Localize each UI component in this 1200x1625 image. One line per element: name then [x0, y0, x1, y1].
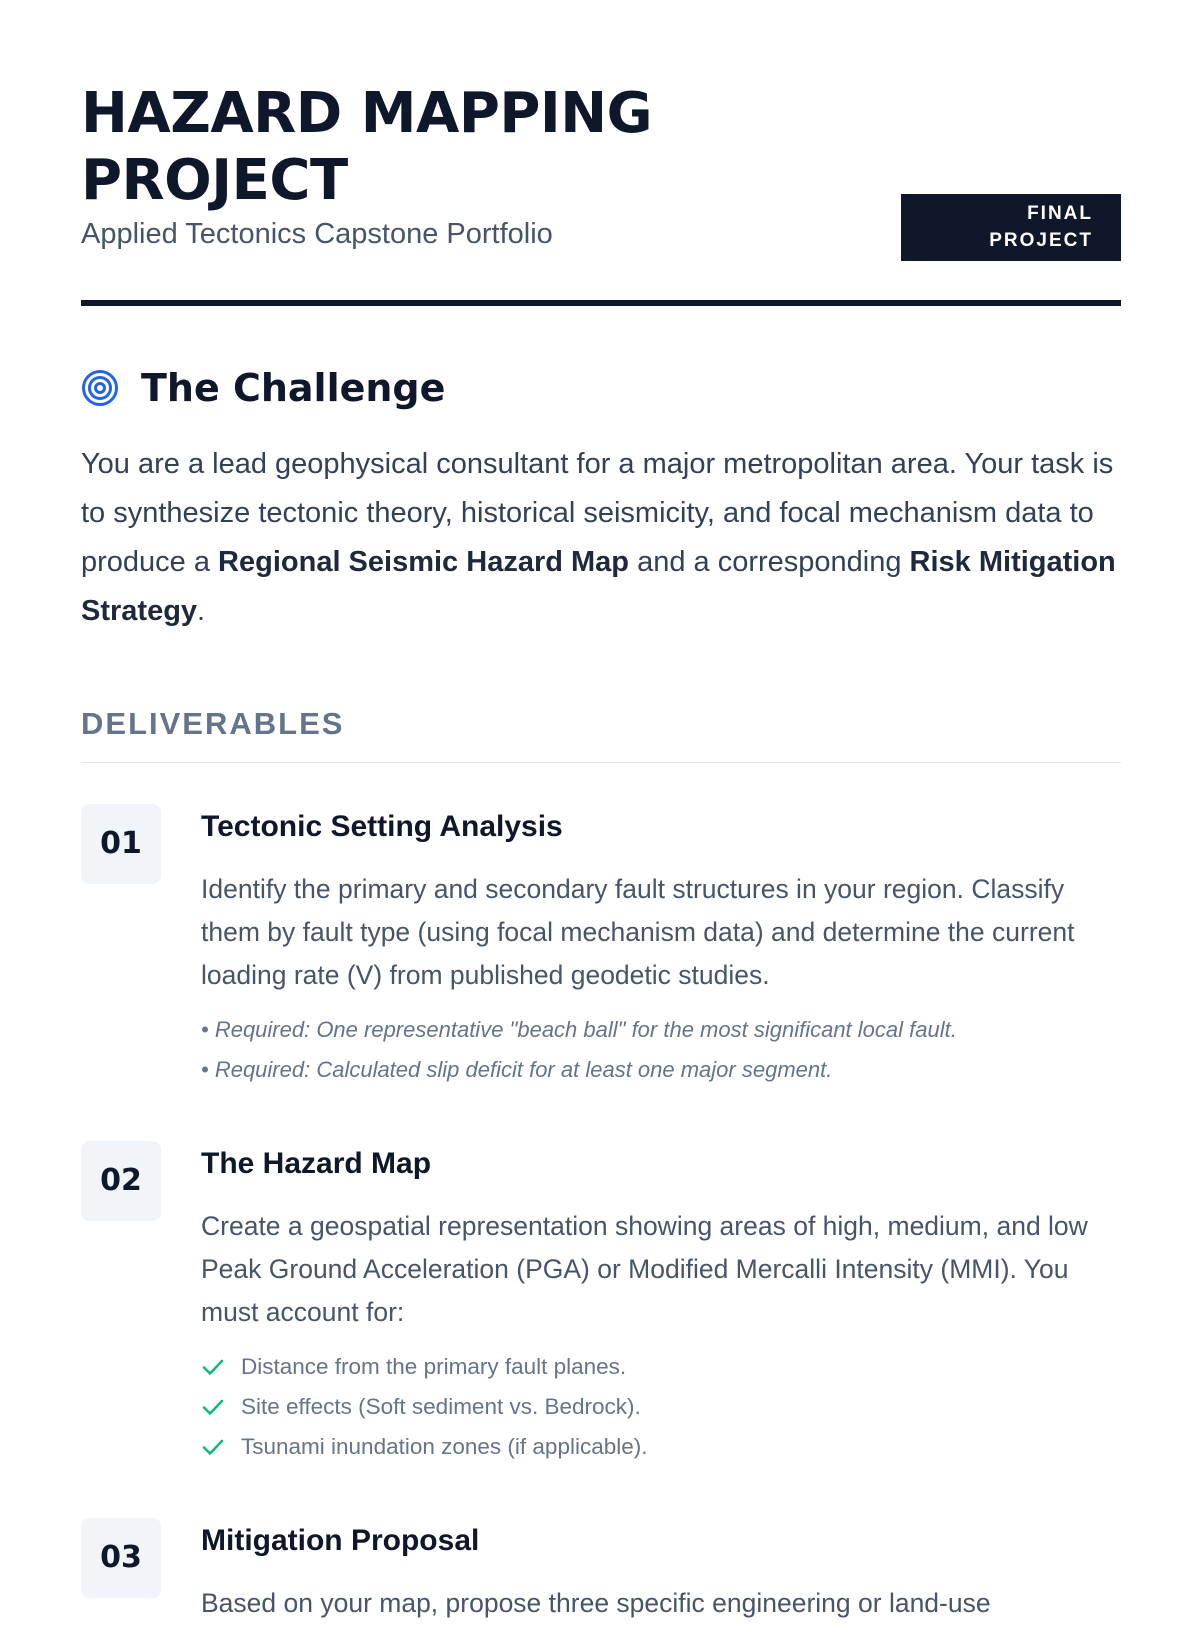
header-divider [81, 300, 1121, 306]
deliverable-title: Tectonic Setting Analysis [201, 810, 563, 843]
check-icon [201, 1355, 225, 1379]
deliverable-number: 01 [81, 804, 161, 884]
checklist [201, 1347, 647, 1467]
page-title: HAZARD MAPPING PROJECT [81, 81, 653, 213]
requirements-list [201, 1010, 957, 1090]
challenge-title: The Challenge [141, 366, 446, 410]
deliverable-description: Create a geospatial representation showing areas of high, medium, and low Peak Ground Acceleration (PGA) or Modified Mercalli Intensity (MMI). You must account for: [201, 1211, 1088, 1327]
challenge-text-3: . [197, 595, 206, 627]
deliverable-description: Based on your map, propose three specific engineering or land-use [201, 1588, 991, 1618]
challenge-text-2: and a corresponding [629, 546, 910, 578]
final-project-badge: FINAL PROJECT [901, 194, 1121, 261]
checklist-item [201, 1427, 647, 1467]
challenge-highlight-map: Regional Seismic Hazard Map [218, 546, 630, 578]
deliverable-title: The Hazard Map [201, 1147, 432, 1180]
check-icon [201, 1435, 225, 1459]
checklist-item-label: Site effects (Soft sediment vs. Bedrock). [241, 1394, 641, 1419]
challenge-description [81, 440, 1121, 636]
target-icon [81, 369, 119, 407]
challenge-text-1: You are a lead geophysical consultant for a major metropolitan area. Your task is to synthesize tectonic theory, historical seismicity, and focal mechanism data to produce a [81, 448, 1114, 578]
deliverables-label: DELIVERABLES [81, 706, 345, 741]
challenge-highlight-strategy: Risk Mitigation Strategy [81, 546, 1116, 627]
requirement-item: • Required: One representative "beach ball" for the most significant local fault. [201, 1017, 957, 1042]
deliverable-description: Identify the primary and secondary fault structures in your region. Classify them by fault type (using focal mechanism data) and determine the current loading rate (V) from published geodetic studies. [201, 874, 1075, 990]
checklist-item-label: Distance from the primary fault planes. [241, 1354, 627, 1379]
checklist-item-label: Tsunami inundation zones (if applicable). [241, 1434, 648, 1459]
deliverable-number: 02 [81, 1141, 161, 1221]
project-page [81, 0, 1121, 1618]
requirement-item: • Required: Calculated slip deficit for at least one major segment. [201, 1057, 833, 1082]
page-subtitle: Applied Tectonics Capstone Portfolio [81, 218, 553, 250]
deliverable-title: Mitigation Proposal [201, 1524, 480, 1557]
checklist-item [201, 1347, 647, 1387]
deliverable-number: 03 [81, 1518, 161, 1598]
deliverables-divider [81, 762, 1121, 763]
check-icon [201, 1395, 225, 1419]
challenge-heading [81, 360, 445, 416]
page-header [81, 0, 1121, 306]
checklist-item [201, 1387, 647, 1427]
